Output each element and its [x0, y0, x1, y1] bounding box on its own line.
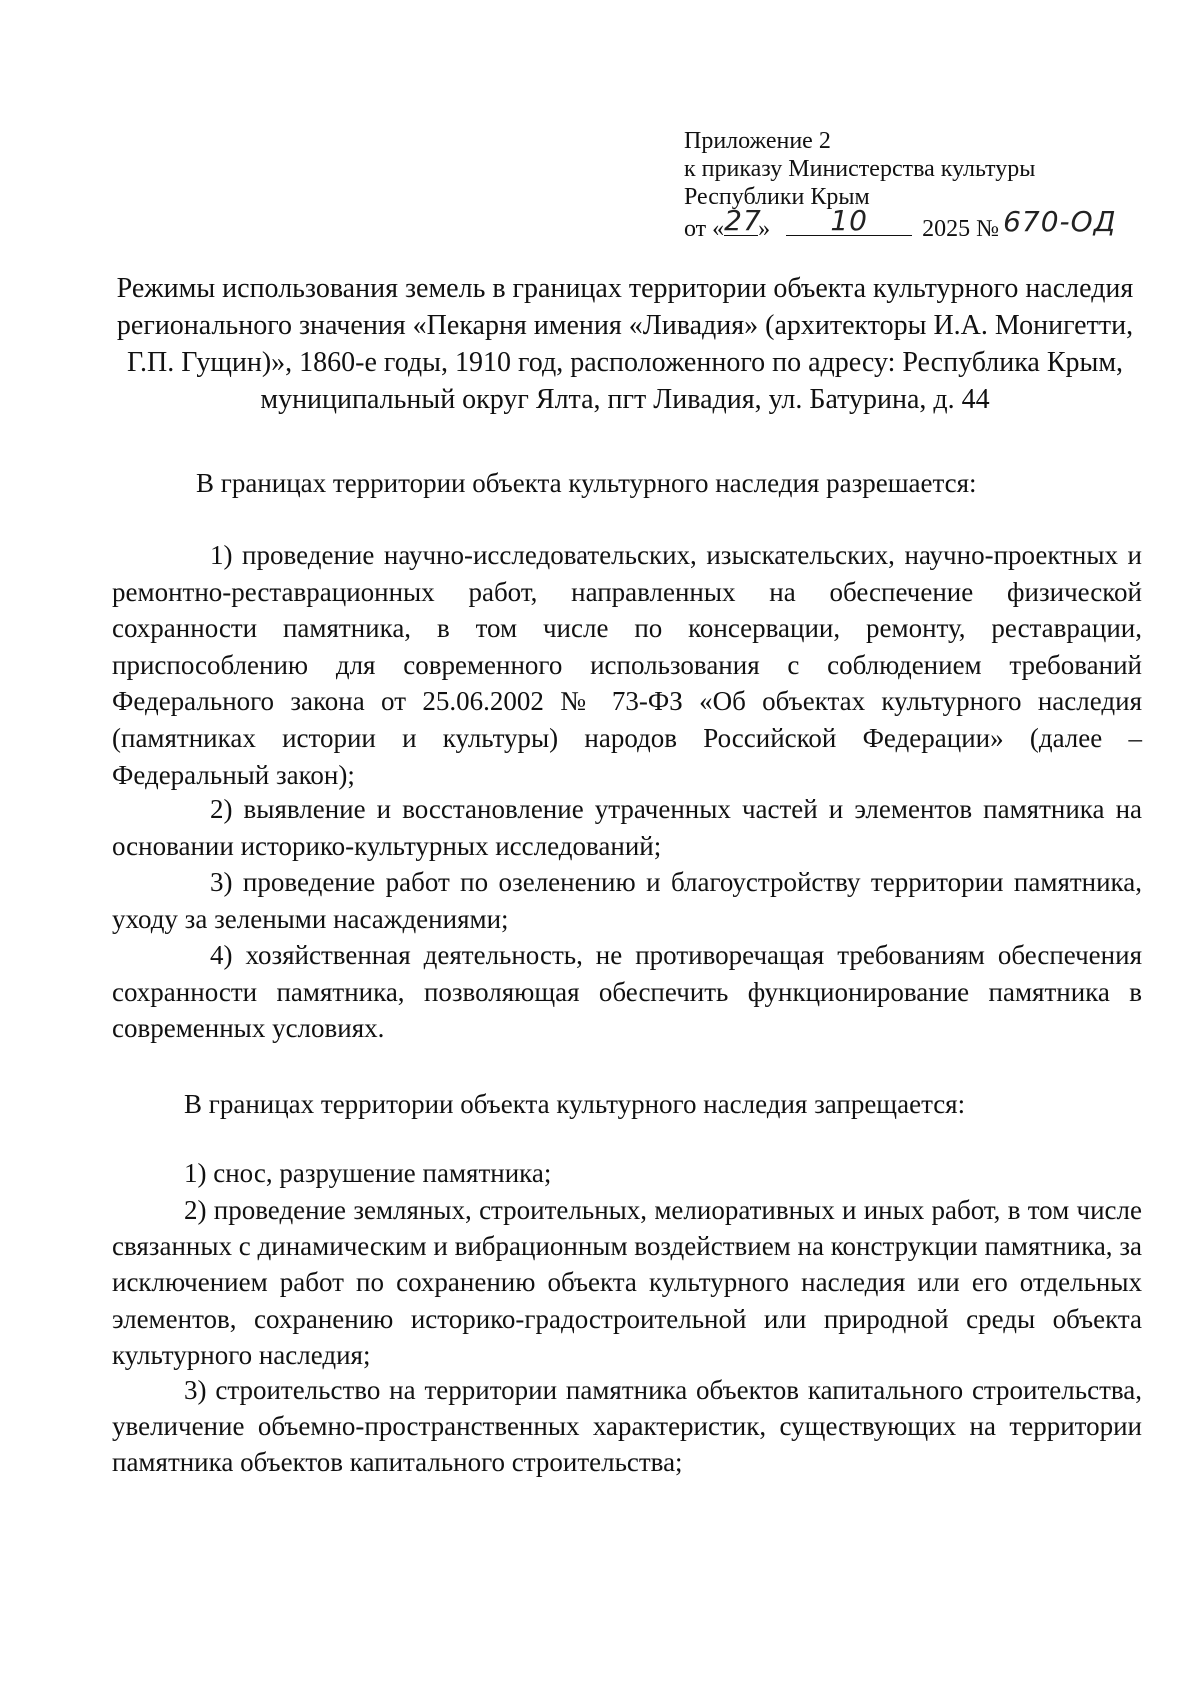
forbidden-item-3: 3) строительство на территории памятника объектов капитального строительства, увеличение объемно-пространственных характеристик, существующих на территории памятника объектов капитального строительства;	[112, 1375, 1142, 1478]
document-title: Режимы использования земель в границах территории объекта культурного наследия регионального значения «Пекарня имения «Ливадия» (архитекторы И.А. Монигетти, Г.П. Гущин)», 1860-е годы, 1910 год, расположенного по адресу: Республика Крым, муниципальный округ Ялта, пгт Ливадия, ул. Батурина, д. 44	[116, 273, 1134, 415]
date-month-field	[786, 204, 912, 237]
date-year: 2025 №	[922, 216, 1000, 242]
allowed-item-4: 4) хозяйственная деятельность, не противоречащая требованиям обеспечения сохранности памятника, позволяющая обеспечить функционирование памятника в современных условиях.	[112, 940, 1142, 1044]
annex-line-2: к приказу Министерства культуры	[684, 156, 1036, 182]
allowed-heading: В границах территории объекта культурного наследия разрешается:	[196, 468, 977, 498]
allowed-item-1: 1) проведение научно-исследовательских, изыскательских, научно-проектных и ремонтно-реставрационных работ, направленных на обеспечение физической сохранности памятника, в том числе по консервации, ремонту, реставрации, приспособлению для современного использования с соблюдением требований Федерального закона от 25.06.2002 № 73-ФЗ «Об объектах культурного наследия (памятниках истории и культуры) народов Российской Федерации» (далее – Федеральный закон);	[112, 540, 1142, 790]
order-number-field	[1003, 205, 1121, 238]
date-mid: »	[758, 216, 771, 242]
annex-line-3: Республики Крым	[684, 184, 870, 210]
annex-date-line	[684, 204, 1121, 243]
date-day: 27	[724, 204, 762, 237]
order-number: 670-ОД	[1003, 205, 1117, 238]
allowed-item-2: 2) выявление и восстановление утраченных частей и элементов памятника на основании историко-культурных исследований;	[112, 794, 1142, 861]
forbidden-heading: В границах территории объекта культурного наследия запрещается:	[184, 1089, 966, 1119]
date-day-field	[724, 204, 762, 237]
forbidden-item-2: 2) проведение земляных, строительных, мелиоративных и иных работ, в том числе связанных с динамическим и вибрационным воздействием на конструкции памятника, за исключением работ по сохранению объекта культурного наследия или его отдельных элементов, сохранению историко-градостроительной или природной среды объекта культурного наследия;	[112, 1195, 1142, 1370]
annex-block	[684, 127, 1121, 243]
forbidden-item-1: 1) снос, разрушение памятника;	[184, 1158, 552, 1188]
date-prefix: от «	[684, 216, 725, 242]
annex-line-1: Приложение 2	[684, 128, 831, 154]
date-month: 10	[830, 204, 868, 237]
allowed-item-3: 3) проведение работ по озеленению и благоустройству территории памятника, уходу за зелеными насаждениями;	[112, 867, 1142, 934]
